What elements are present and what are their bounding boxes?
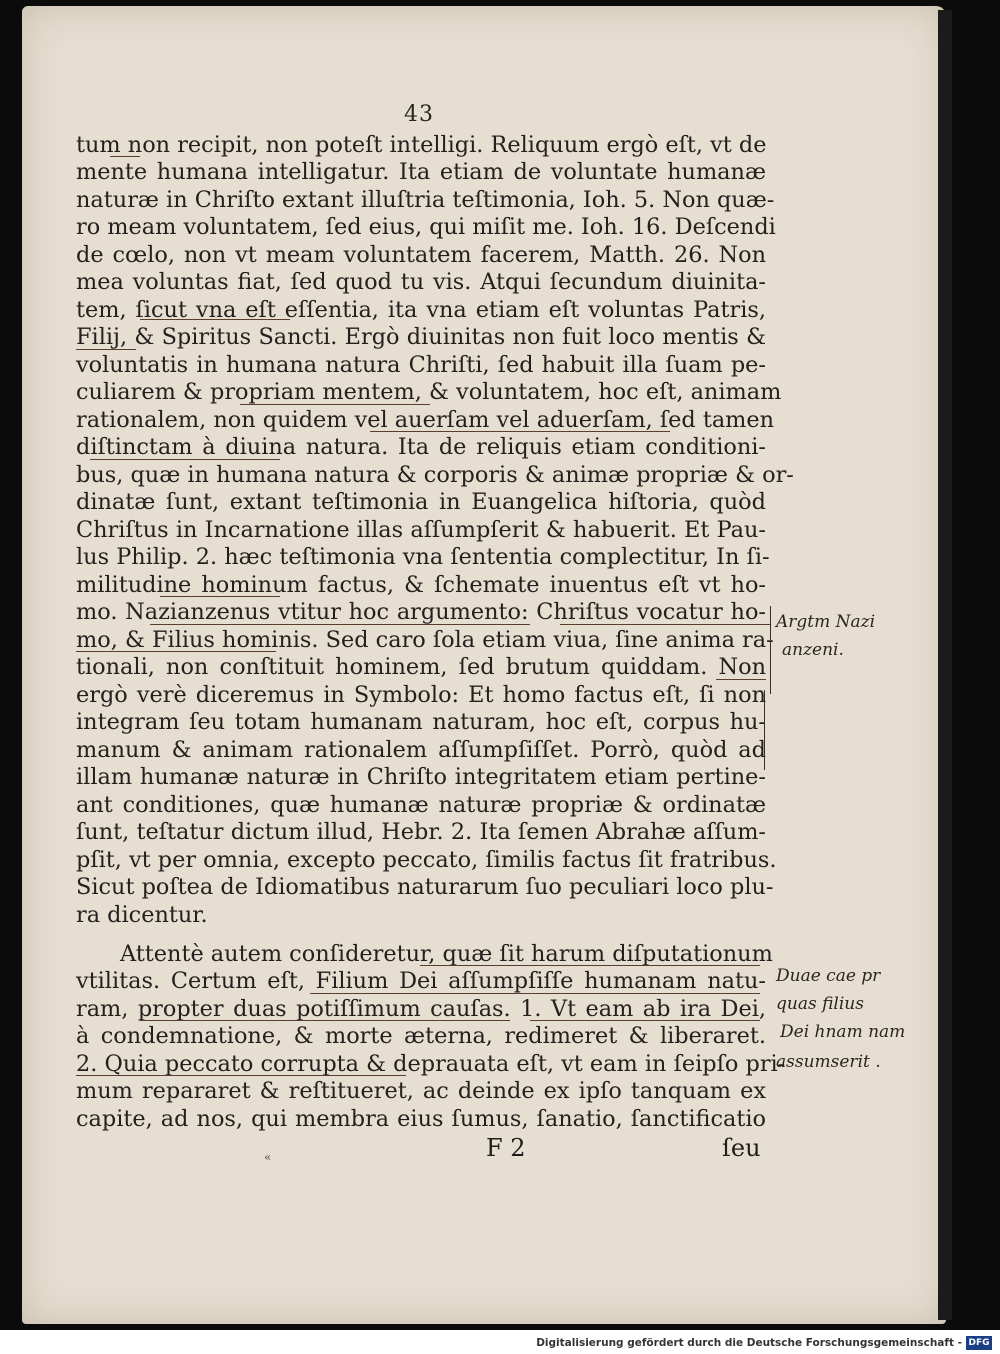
catchword: ſeu [722,1134,761,1162]
underline-mark [90,459,280,460]
text-line: mo, & Filius hominis. Sed caro ſola etiam viua, ſine anima ra- [76,627,774,653]
text-line: Chriſtus in Incarnatione illas aſſumpſerit & habuerit. Et Pau- [76,517,766,543]
underline-mark [110,156,140,157]
text-line: rationalem, non quidem vel auerſam vel aduerſam, ſed tamen [76,407,775,433]
text-line: illam humanæ naturæ in Chriſto integritatem etiam pertine- [76,764,766,790]
text-line: mo. Nazianzenus vtitur hoc argumento: Chriſtus vocatur ho- [76,599,766,625]
text-line: ant conditiones, quæ humanæ naturæ propriæ & ordinatæ [76,792,766,818]
text-line: Sicut poſtea de Idiomatibus naturarum ſuo peculiari loco plu- [76,874,774,900]
text-line: Attentè autem conſideretur, quæ ſit harum diſputationum [120,941,773,967]
text-line: de cœlo, non vt meam voluntatem facerem, Matth. 26. Non [76,242,766,268]
margin-note: quas filius [776,994,864,1014]
text-line: mente humana intelligatur. Ita etiam de voluntate humanæ [76,159,766,185]
text-line: manum & animam rationalem aſſumpſiſſet. Porrò, quòd ad [76,737,766,763]
underline-mark [140,319,290,320]
text-line: lus Philip. 2. hæc teſtimonia vna ſententia complectitur, In ſi- [76,544,770,570]
text-line: diſtinctam à diuina natura. Ita de reliquis etiam conditioni- [76,434,766,460]
signature-mark: F 2 [486,1134,526,1162]
text-line: bus, quæ in humana natura & corporis & animæ propriæ & or- [76,462,794,488]
underline-mark [560,624,770,625]
text-line: à condemnatione, & morte æterna, redimeret & liberaret. [76,1023,766,1049]
text-line: ergò verè diceremus in Symbolo: Et homo factus eſt, ſi non [76,682,766,708]
text-line: mum repararet & reſtitueret, ac deinde ex ipſo tanquam ex [76,1078,766,1104]
underline-mark [160,596,280,597]
footer-bar [0,1334,1000,1354]
text-line: capite, ad nos, qui membra eius ſumus, ſanatio, ſanctificatio [76,1106,766,1132]
text-line: voluntatis in humana natura Chriſti, ſed habuit illa ſuam pe- [76,352,766,378]
dfg-logo: DFG [966,1336,992,1350]
text-line: vtilitas. Certum eſt, Filium Dei aſſumpſiſſe humanam natu- [76,968,766,994]
text-line: mea voluntas fiat, ſed quod tu vis. Atqui ſecundum diuinita- [76,269,766,295]
margin-note: Dei hnam nam [780,1022,906,1042]
underline-mark [150,624,530,625]
text-line: culiarem & propriam mentem, & voluntatem, hoc eſt, animam [76,379,782,405]
margin-bracket [770,606,771,694]
underline-mark [310,993,760,994]
underline-mark [76,651,276,652]
underline-mark [140,1020,510,1021]
text-line: integram ſeu totam humanam naturam, hoc eſt, corpus hu- [76,709,766,735]
margin-note: anzeni. [782,640,844,660]
text-line: Filij, & Spiritus Sancti. Ergò diuinitas non fuit loco mentis & [76,324,766,350]
text-line: tum non recipit, non poteſt intelligi. Reliquum ergò eſt, vt de [76,132,767,158]
margin-note: assumserit . [776,1052,881,1072]
text-line: dinatæ ſunt, extant teſtimonia in Euangelica hiſtoria, quòd [76,489,766,515]
underline-mark [370,431,670,432]
ink-smudge: « [264,1150,272,1164]
underline-mark [240,404,430,405]
margin-bracket [764,690,765,770]
underline-mark [76,1075,406,1076]
underline-mark [76,349,136,350]
text-line: ro meam voluntatem, ſed eius, qui miſit me. Ioh. 16. Deſcendi [76,214,776,240]
text-line: tionali, non conſtituit hominem, ſed brutum quiddam. Non [76,654,766,680]
margin-note: Duae cae pr [776,966,881,986]
text-line: ram, propter duas potiſſimum cauſas. 1. Vt eam ab ira Dei, [76,996,766,1022]
text-line: tem, ſicut vna eſt eſſentia, ita vna etiam eſt voluntas Patris, [76,297,766,323]
page-edge [938,10,952,1320]
text-line: 2. Quia peccato corrupta & deprauata eſt, vt eam in ſeipſo pri- [76,1051,786,1077]
underline-mark [420,965,760,966]
text-line: naturæ in Chriſto extant illuſtria teſtimonia, Ioh. 5. Non quæ- [76,187,775,213]
underline-mark [530,1020,760,1021]
text-line: ſunt, teſtatur dictum illud, Hebr. 2. Ita ſemen Abrahæ aſſum- [76,819,766,845]
margin-note: Argtm Nazi [776,612,876,632]
text-line: ra dicentur. [76,902,208,928]
funding-notice: Digitalisierung gefördert durch die Deutsche Forschungsgemeinschaft - [536,1337,962,1349]
page-number: 43 [404,102,434,127]
text-line: pſit, vt per omnia, excepto peccato, ſimilis factus ſit fratribus. [76,847,777,873]
text-line: militudine hominum factus, & ſchemate inuentus eſt vt ho- [76,572,766,598]
underline-mark [716,679,766,680]
